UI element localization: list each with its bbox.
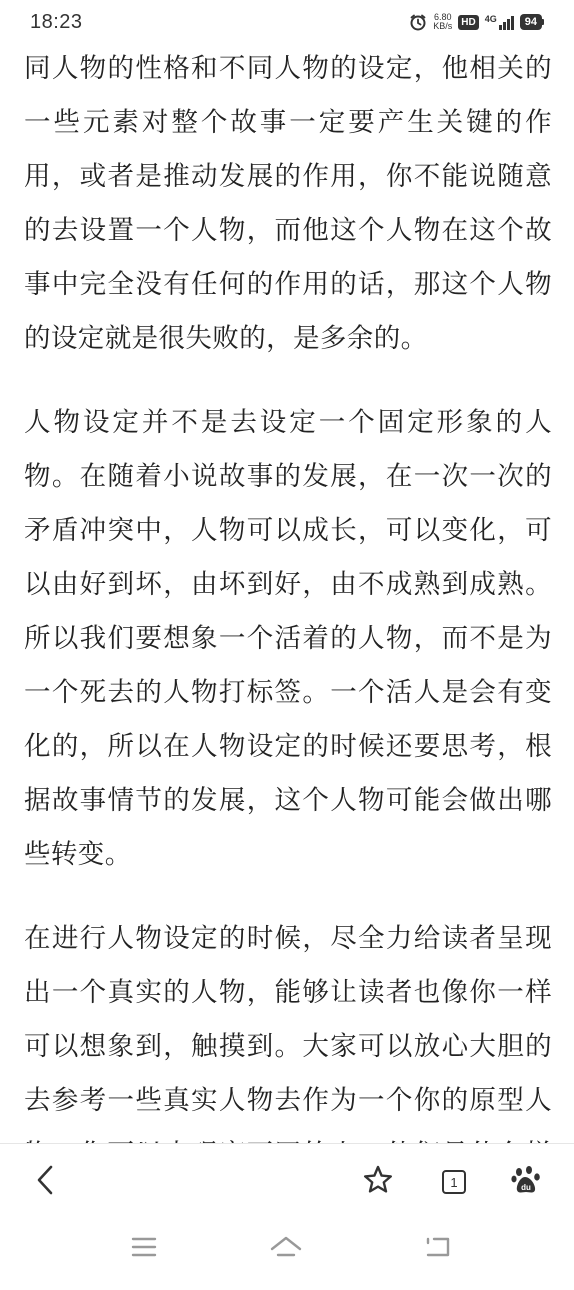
- network-type: 4G: [484, 14, 497, 24]
- article-paragraph: 在进行人物设定的时候，尽全力给读者呈现出一个真实的人物，能够让读者也像你一样可以想象到，触摸到。大家可以放心大胆的去参考一些真实人物去作为一个你的原型人: [24, 923, 552, 1116]
- network-speed: [433, 13, 452, 31]
- back-button[interactable]: [24, 1160, 68, 1204]
- status-icons: [409, 13, 544, 31]
- status-bar: [0, 0, 574, 44]
- back-icon: [34, 1164, 58, 1200]
- home-icon: [270, 1235, 302, 1263]
- article-content: [24, 42, 552, 1142]
- signal-icon: [485, 14, 514, 30]
- baidu-button[interactable]: [504, 1160, 548, 1204]
- hd-badge: HD: [458, 15, 478, 30]
- battery-icon: [520, 14, 544, 30]
- menu-icon: [131, 1236, 157, 1262]
- menu-button[interactable]: [124, 1231, 164, 1267]
- bookmark-button[interactable]: [356, 1160, 400, 1204]
- network-speed-unit: KB/s: [433, 21, 453, 31]
- svg-text:du: du: [521, 1183, 531, 1192]
- browser-toolbar: [0, 1143, 574, 1220]
- battery-level: 94: [520, 14, 542, 30]
- return-button[interactable]: [418, 1231, 458, 1267]
- return-icon: [424, 1235, 452, 1263]
- article-paragraph: 人物设定并不是去设定一个固定形象的人物。在随着小说故事的发展，在一次一次的矛盾冲突中，人物可以成长，可以变化，可以由好到坏，由坏到好，由不成熟到成熟。所以我们要想象一个活着的人物，而不是为一个死去的人物打标签。一个活人是会有变化的，所以在人物设定的时候还要思考，根据故事情节的发展，这个人物可能会做出哪些转变。: [24, 407, 552, 870]
- star-icon: [362, 1164, 394, 1200]
- system-navigation-bar: [0, 1219, 574, 1280]
- status-time: 18:23: [30, 10, 83, 33]
- network-speed-value: 6.80: [434, 12, 452, 22]
- tab-count-icon: 1: [442, 1170, 466, 1194]
- baidu-paw-icon: [510, 1164, 542, 1200]
- article-paragraph: 同人物的性格和不同人物的设定，他相关的一些元素对整个故事一定要产生关键的作用，或者是推动发展的作用，你不能说随意的去设置一个人物，而他这个人物在这个故事中完全没有任何的作用的话，那这个人物的设定就是很失败的，是多余的。: [24, 53, 552, 354]
- home-button[interactable]: [266, 1231, 306, 1267]
- tabs-button[interactable]: [432, 1160, 476, 1204]
- alarm-icon: [409, 13, 427, 31]
